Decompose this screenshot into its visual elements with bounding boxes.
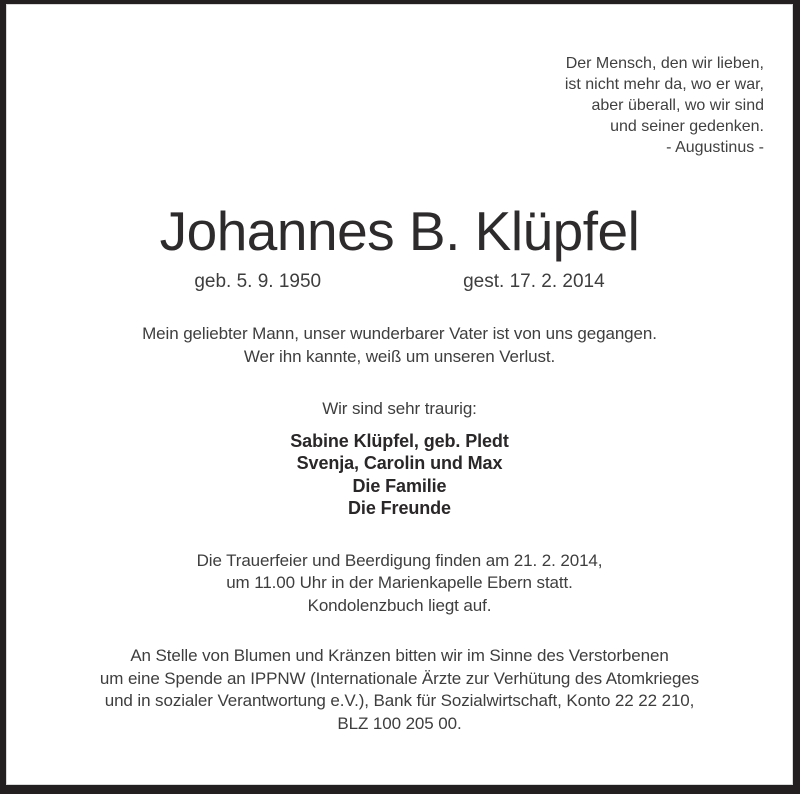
donation-line: BLZ 100 205 00. xyxy=(337,713,462,733)
funeral-line: Die Trauerfeier und Beerdigung finden am 21. 2. 2014, xyxy=(196,550,603,570)
donation-line: um eine Spende an IPPNW (Internationale Ärzte zur Verhütung des Atomkrieges xyxy=(99,668,700,688)
mourner-name: Svenja, Carolin und Max xyxy=(296,453,503,473)
mourner-name: Die Freunde xyxy=(348,498,451,518)
quote-attribution: - Augustinus - xyxy=(666,139,764,156)
funeral-line: Kondolenzbuch liegt auf. xyxy=(307,595,492,615)
deceased-name: Johannes B. Klüpfel xyxy=(159,200,640,262)
mourner-name: Sabine Klüpfel, geb. Pledt xyxy=(290,430,509,451)
life-dates xyxy=(7,271,792,293)
announcement-line: Mein geliebter Mann, unser wunderbarer Vater ist von uns gegangen. xyxy=(142,324,657,343)
quote-line: und seiner gedenken. xyxy=(610,118,764,135)
announcement-line: Wer ihn kannte, weiß um unseren Verlust. xyxy=(243,346,556,366)
mourners-list xyxy=(7,430,792,520)
donation-line: und in sozialer Verantwortung e.V.), Bank für Sozialwirtschaft, Konto 22 22 210, xyxy=(104,691,695,710)
funeral-details xyxy=(7,550,792,618)
announcement-text xyxy=(7,323,792,368)
memorial-quote xyxy=(7,53,764,158)
death-date: gest. 17. 2. 2014 xyxy=(463,271,605,292)
obituary-card xyxy=(6,4,793,785)
quote-line: ist nicht mehr da, wo er war, xyxy=(564,76,764,93)
quote-line: Der Mensch, den wir lieben, xyxy=(565,55,764,72)
birth-date: geb. 5. 9. 1950 xyxy=(194,271,322,292)
mourning-intro: Wir sind sehr traurig: xyxy=(322,399,477,418)
donation-request xyxy=(7,645,792,735)
donation-line: An Stelle von Blumen und Kränzen bitten wir im Sinne des Verstorbenen xyxy=(130,646,669,665)
mourner-name: Die Familie xyxy=(352,475,447,496)
funeral-line: um 11.00 Uhr in der Marienkapelle Ebern statt. xyxy=(226,573,573,592)
quote-line: aber überall, wo wir sind xyxy=(591,97,764,114)
